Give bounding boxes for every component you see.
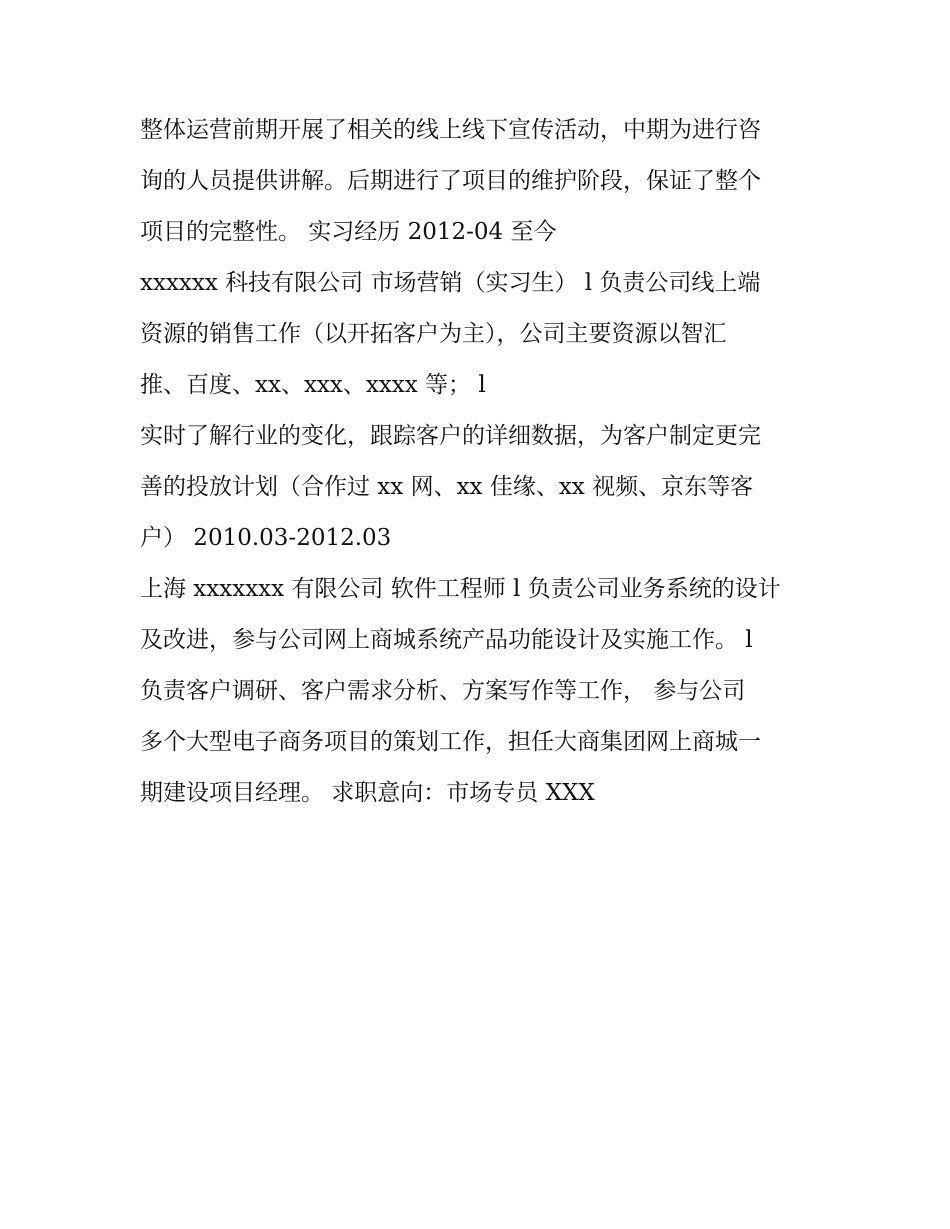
- text-line-11: 及改进，参与公司网上商城系统产品功能设计及实施工作。 l: [140, 627, 753, 653]
- text-line-1: 整体运营前期开展了相关的线上线下宣传活动，中期为进行咨: [140, 117, 761, 143]
- text-line-14: 期建设项目经理。 求职意向：市场专员 XXX: [140, 780, 595, 806]
- text-line-3: 项目的完整性。 实习经历 2012-04 至今: [140, 219, 557, 245]
- text-line-6: 推、百度、xx、xxx、xxxx 等； l: [140, 372, 486, 398]
- text-line-7: 实时了解行业的变化，跟踪客户的详细数据，为客户制定更完: [140, 423, 761, 449]
- text-line-8: 善的投放计划（合作过 xx 网、xx 佳缘、xx 视频、京东等客: [140, 474, 754, 500]
- text-line-13: 多个大型电子商务项目的策划工作，担任大商集团网上商城一: [140, 729, 761, 755]
- text-line-10: 上海 xxxxxxx 有限公司 软件工程师 l 负责公司业务系统的设计: [140, 576, 781, 602]
- text-line-2: 询的人员提供讲解。后期进行了项目的维护阶段，保证了整个: [140, 168, 761, 194]
- text-line-4: xxxxxx 科技有限公司 市场营销（实习生） l 负责公司线上端: [140, 270, 761, 296]
- text-line-5: 资源的销售工作（以开拓客户为主），公司主要资源以智汇: [140, 321, 727, 347]
- text-line-9: 户） 2010.03-2012.03: [140, 525, 392, 551]
- text-line-12: 负责客户调研、客户需求分析、方案写作等工作， 参与公司: [140, 678, 746, 704]
- resume-text-block: [140, 108, 840, 822]
